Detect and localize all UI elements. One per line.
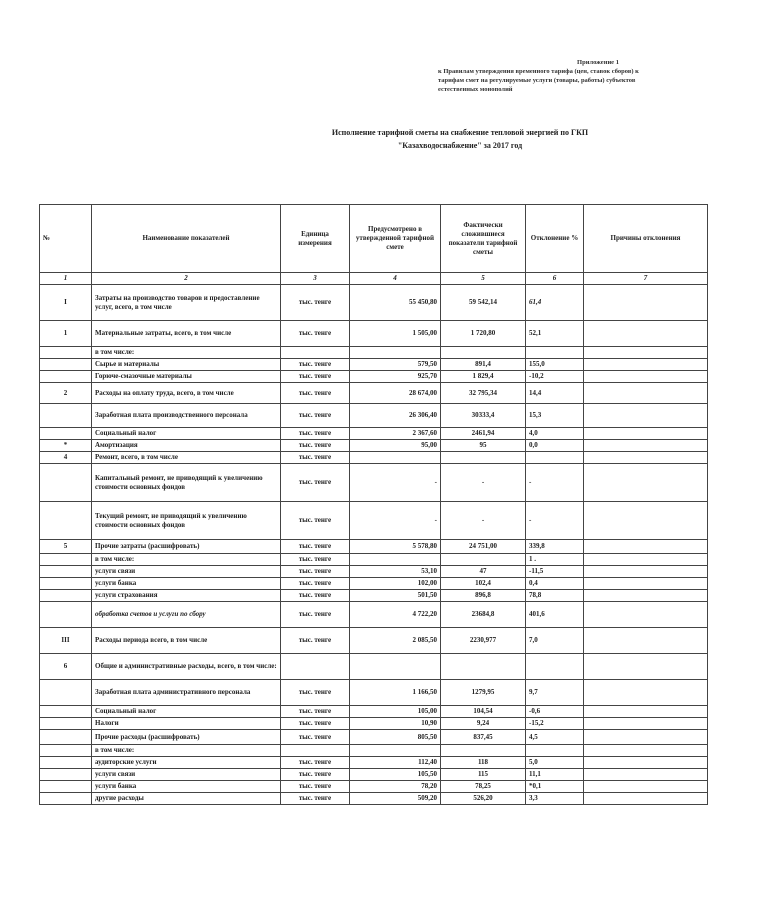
table-row	[40, 464, 708, 502]
table-row	[40, 359, 708, 371]
column-number-row	[40, 273, 708, 285]
col-number-7: 7	[584, 273, 708, 285]
cell-num: 4	[40, 452, 92, 464]
header-deviation: Отклонение %	[526, 205, 584, 273]
tariff-table-body	[40, 205, 708, 805]
cell-reason	[584, 654, 708, 680]
cell-actual: -	[441, 464, 526, 502]
cell-deviation: 11,1	[526, 769, 584, 781]
cell-num	[40, 590, 92, 602]
cell-deviation: 14,4	[526, 383, 584, 404]
cell-actual: 1 720,80	[441, 321, 526, 347]
cell-unit	[281, 654, 350, 680]
cell-num	[40, 554, 92, 566]
cell-deviation: 4,0	[526, 428, 584, 440]
cell-deviation: 5,0	[526, 757, 584, 769]
cell-num: 2	[40, 383, 92, 404]
cell-unit: тыс. тенге	[281, 793, 350, 805]
cell-actual: 47	[441, 566, 526, 578]
cell-reason	[584, 321, 708, 347]
cell-reason	[584, 371, 708, 383]
cell-reason	[584, 628, 708, 654]
table-row	[40, 428, 708, 440]
cell-actual: 104,54	[441, 706, 526, 718]
cell-actual: 837,45	[441, 730, 526, 745]
cell-deviation: 15,3	[526, 404, 584, 428]
cell-actual: 896,8	[441, 590, 526, 602]
cell-num: III	[40, 628, 92, 654]
cell-unit: тыс. тенге	[281, 554, 350, 566]
cell-name: Материальные затраты, всего, в том числе	[92, 321, 281, 347]
cell-deviation: 339,8	[526, 540, 584, 554]
cell-planned: 509,20	[350, 793, 441, 805]
cell-reason	[584, 578, 708, 590]
cell-name: Сырье и материалы	[92, 359, 281, 371]
cell-reason	[584, 383, 708, 404]
cell-deviation: 9,7	[526, 680, 584, 706]
appendix-block	[438, 58, 718, 94]
cell-reason	[584, 540, 708, 554]
table-row	[40, 590, 708, 602]
cell-reason	[584, 554, 708, 566]
cell-reason	[584, 781, 708, 793]
cell-num	[40, 428, 92, 440]
cell-name: Общие и административные расходы, всего, в том числе:	[92, 654, 281, 680]
cell-unit: тыс. тенге	[281, 590, 350, 602]
cell-num	[40, 566, 92, 578]
table-row	[40, 680, 708, 706]
cell-unit: тыс. тенге	[281, 628, 350, 654]
cell-reason	[584, 793, 708, 805]
cell-unit: тыс. тенге	[281, 440, 350, 452]
cell-reason	[584, 285, 708, 321]
cell-reason	[584, 452, 708, 464]
cell-num	[40, 706, 92, 718]
cell-planned: 579,50	[350, 359, 441, 371]
cell-deviation: -	[526, 464, 584, 502]
cell-name: обработка счетов и услуги по сбору	[92, 602, 281, 628]
cell-deviation	[526, 452, 584, 464]
cell-actual: 115	[441, 769, 526, 781]
appendix-title: Приложение 1	[577, 59, 619, 66]
col-number-3: 3	[281, 273, 350, 285]
cell-unit: тыс. тенге	[281, 578, 350, 590]
cell-num	[40, 781, 92, 793]
cell-actual	[441, 554, 526, 566]
table-row	[40, 769, 708, 781]
cell-name: Социальный налог	[92, 428, 281, 440]
cell-name: Горюче-смазочные материалы	[92, 371, 281, 383]
cell-name: услуги страхования	[92, 590, 281, 602]
cell-name: Текущий ремонт, не приводящий к увеличению стоимости основных фондов	[92, 502, 281, 540]
cell-name: Заработная плата административного персонала	[92, 680, 281, 706]
cell-planned: 2 085,50	[350, 628, 441, 654]
cell-name: Заработная плата производственного персонала	[92, 404, 281, 428]
table-row	[40, 578, 708, 590]
table-header-row	[40, 205, 708, 273]
header-planned: Предусмотрено в утвержденной тарифной смете	[350, 205, 441, 273]
cell-deviation	[526, 654, 584, 680]
cell-unit: тыс. тенге	[281, 321, 350, 347]
cell-num	[40, 793, 92, 805]
cell-actual: 78,25	[441, 781, 526, 793]
cell-num	[40, 578, 92, 590]
cell-planned: 102,00	[350, 578, 441, 590]
cell-unit: тыс. тенге	[281, 383, 350, 404]
cell-name: Налоги	[92, 718, 281, 730]
cell-unit: тыс. тенге	[281, 371, 350, 383]
cell-deviation: 52,1	[526, 321, 584, 347]
header-num: №	[40, 205, 92, 273]
cell-reason	[584, 590, 708, 602]
cell-unit: тыс. тенге	[281, 757, 350, 769]
cell-actual: 59 542,14	[441, 285, 526, 321]
cell-actual: 118	[441, 757, 526, 769]
cell-unit: тыс. тенге	[281, 359, 350, 371]
cell-planned: 78,20	[350, 781, 441, 793]
cell-actual: 2230,977	[441, 628, 526, 654]
table-row	[40, 730, 708, 745]
cell-num	[40, 502, 92, 540]
table-row	[40, 554, 708, 566]
cell-num	[40, 404, 92, 428]
cell-reason	[584, 602, 708, 628]
cell-num	[40, 680, 92, 706]
cell-planned: 2 367,60	[350, 428, 441, 440]
cell-deviation	[526, 745, 584, 757]
cell-name: Расходы на оплату труда, всего, в том числе	[92, 383, 281, 404]
cell-name: в том числе:	[92, 745, 281, 757]
cell-num	[40, 757, 92, 769]
cell-name: Прочие расходы (расшифровать)	[92, 730, 281, 745]
table-row	[40, 371, 708, 383]
cell-deviation: 7,0	[526, 628, 584, 654]
cell-planned: 925,70	[350, 371, 441, 383]
cell-name: аудиторские услуги	[92, 757, 281, 769]
table-row	[40, 440, 708, 452]
cell-num: 6	[40, 654, 92, 680]
table-row	[40, 628, 708, 654]
cell-planned: 1 505,00	[350, 321, 441, 347]
cell-deviation: 0,4	[526, 578, 584, 590]
cell-planned	[350, 554, 441, 566]
cell-planned: 28 674,00	[350, 383, 441, 404]
cell-planned: 1 166,50	[350, 680, 441, 706]
cell-deviation: *0,1	[526, 781, 584, 793]
cell-planned	[350, 745, 441, 757]
cell-name: Расходы периода всего, в том числе	[92, 628, 281, 654]
cell-planned: 26 306,40	[350, 404, 441, 428]
table-row	[40, 321, 708, 347]
header-name: Наименование показателей	[92, 205, 281, 273]
cell-planned: 10,90	[350, 718, 441, 730]
cell-planned	[350, 347, 441, 359]
cell-num	[40, 769, 92, 781]
cell-num	[40, 464, 92, 502]
cell-num	[40, 730, 92, 745]
cell-deviation: -	[526, 502, 584, 540]
cell-name: Затраты на производство товаров и предоставление услуг, всего, в том числе	[92, 285, 281, 321]
cell-actual	[441, 452, 526, 464]
cell-actual: 2461,94	[441, 428, 526, 440]
cell-deviation: 3,3	[526, 793, 584, 805]
col-number-4: 4	[350, 273, 441, 285]
cell-reason	[584, 359, 708, 371]
cell-actual: 1279,95	[441, 680, 526, 706]
cell-actual	[441, 745, 526, 757]
cell-deviation: -10,2	[526, 371, 584, 383]
cell-num	[40, 371, 92, 383]
cell-actual: 95	[441, 440, 526, 452]
cell-planned: 5 578,80	[350, 540, 441, 554]
report-title-line-2: "Казахводоснабжение" за 2017 год	[397, 141, 523, 150]
cell-unit: тыс. тенге	[281, 404, 350, 428]
cell-planned	[350, 654, 441, 680]
cell-planned: 105,00	[350, 706, 441, 718]
cell-num: I	[40, 285, 92, 321]
tariff-table	[39, 204, 708, 805]
cell-name: Капитальный ремонт, не приводящий к увеличению стоимости основных фондов	[92, 464, 281, 502]
table-row	[40, 654, 708, 680]
cell-reason	[584, 769, 708, 781]
cell-reason	[584, 404, 708, 428]
table-row	[40, 706, 708, 718]
cell-unit: тыс. тенге	[281, 769, 350, 781]
cell-deviation: 0,0	[526, 440, 584, 452]
cell-reason	[584, 464, 708, 502]
cell-num	[40, 745, 92, 757]
cell-actual: -	[441, 502, 526, 540]
cell-reason	[584, 502, 708, 540]
table-row	[40, 602, 708, 628]
cell-num	[40, 718, 92, 730]
table-row	[40, 781, 708, 793]
col-number-2: 2	[92, 273, 281, 285]
cell-unit: тыс. тенге	[281, 285, 350, 321]
table-row	[40, 540, 708, 554]
table-row	[40, 757, 708, 769]
report-title	[250, 126, 670, 152]
cell-deviation: -0,6	[526, 706, 584, 718]
cell-deviation: 401,6	[526, 602, 584, 628]
cell-planned: 112,40	[350, 757, 441, 769]
cell-name: Ремонт, всего, в том числе	[92, 452, 281, 464]
cell-reason	[584, 745, 708, 757]
table-row	[40, 502, 708, 540]
cell-name: другие расходы	[92, 793, 281, 805]
cell-actual: 526,20	[441, 793, 526, 805]
cell-name: в том числе:	[92, 554, 281, 566]
cell-name: услуги банка	[92, 781, 281, 793]
cell-num	[40, 359, 92, 371]
cell-name: Прочие затраты (расшифровать)	[92, 540, 281, 554]
cell-num	[40, 347, 92, 359]
cell-actual: 102,4	[441, 578, 526, 590]
cell-actual: 30333,4	[441, 404, 526, 428]
cell-name: услуги связи	[92, 566, 281, 578]
appendix-line-2: тарифам смет на регулируемые услуги (товары, работы) субъектов	[438, 77, 636, 84]
cell-deviation: 61,4	[526, 285, 584, 321]
table-row	[40, 452, 708, 464]
report-title-line-1: Исполнение тарифной сметы на снабжение тепловой энергией по ГКП	[331, 128, 589, 137]
cell-unit: тыс. тенге	[281, 540, 350, 554]
cell-deviation: 155,0	[526, 359, 584, 371]
cell-unit: тыс. тенге	[281, 680, 350, 706]
cell-actual	[441, 347, 526, 359]
cell-reason	[584, 680, 708, 706]
cell-planned	[350, 452, 441, 464]
cell-unit: тыс. тенге	[281, 566, 350, 578]
table-row	[40, 793, 708, 805]
cell-unit: тыс. тенге	[281, 602, 350, 628]
cell-actual: 1 829,4	[441, 371, 526, 383]
cell-name: в том числе:	[92, 347, 281, 359]
table-row	[40, 347, 708, 359]
cell-name: услуги связи	[92, 769, 281, 781]
cell-num: 5	[40, 540, 92, 554]
cell-planned: 105,50	[350, 769, 441, 781]
cell-planned: 55 450,80	[350, 285, 441, 321]
cell-deviation: -15,2	[526, 718, 584, 730]
cell-actual: 891,4	[441, 359, 526, 371]
cell-reason	[584, 428, 708, 440]
col-number-5: 5	[441, 273, 526, 285]
table-row	[40, 404, 708, 428]
cell-planned: 501,50	[350, 590, 441, 602]
cell-reason	[584, 730, 708, 745]
cell-num: 1	[40, 321, 92, 347]
cell-planned: -	[350, 464, 441, 502]
cell-reason	[584, 566, 708, 578]
cell-actual	[441, 654, 526, 680]
header-reason: Причины отклонения	[584, 205, 708, 273]
col-number-6: 6	[526, 273, 584, 285]
cell-unit: тыс. тенге	[281, 781, 350, 793]
cell-reason	[584, 440, 708, 452]
cell-planned: 95,00	[350, 440, 441, 452]
cell-reason	[584, 757, 708, 769]
cell-unit	[281, 347, 350, 359]
cell-name: услуги банка	[92, 578, 281, 590]
cell-deviation: -11,5	[526, 566, 584, 578]
cell-planned: 805,50	[350, 730, 441, 745]
cell-unit: тыс. тенге	[281, 718, 350, 730]
cell-reason	[584, 347, 708, 359]
header-unit: Единица измерения	[281, 205, 350, 273]
table-row	[40, 285, 708, 321]
cell-deviation: 78,8	[526, 590, 584, 602]
appendix-line-3: естественных монополий	[438, 86, 513, 93]
cell-reason	[584, 706, 708, 718]
cell-deviation	[526, 347, 584, 359]
cell-deviation: 1 .	[526, 554, 584, 566]
cell-actual: 9,24	[441, 718, 526, 730]
cell-planned: 53,10	[350, 566, 441, 578]
appendix-line-1: к Правилам утверждения временного тарифа (цен, ставок сборов) к	[438, 68, 639, 75]
cell-reason	[584, 718, 708, 730]
cell-actual: 24 751,00	[441, 540, 526, 554]
table-row	[40, 566, 708, 578]
table-row	[40, 745, 708, 757]
table-row	[40, 718, 708, 730]
cell-actual: 32 795,34	[441, 383, 526, 404]
cell-num: *	[40, 440, 92, 452]
cell-unit: тыс. тенге	[281, 428, 350, 440]
cell-name: Амортизация	[92, 440, 281, 452]
cell-unit: тыс. тенге	[281, 730, 350, 745]
table-row	[40, 383, 708, 404]
cell-unit: тыс. тенге	[281, 464, 350, 502]
cell-deviation: 4,5	[526, 730, 584, 745]
cell-name: Социальный налог	[92, 706, 281, 718]
cell-planned: -	[350, 502, 441, 540]
cell-planned: 4 722,20	[350, 602, 441, 628]
cell-unit: тыс. тенге	[281, 502, 350, 540]
cell-actual: 23684,8	[441, 602, 526, 628]
cell-unit: тыс. тенге	[281, 452, 350, 464]
cell-num	[40, 602, 92, 628]
cell-unit: тыс. тенге	[281, 706, 350, 718]
header-actual: Фактически сложившиеся показатели тарифной сметы	[441, 205, 526, 273]
col-number-1: 1	[40, 273, 92, 285]
cell-unit	[281, 745, 350, 757]
